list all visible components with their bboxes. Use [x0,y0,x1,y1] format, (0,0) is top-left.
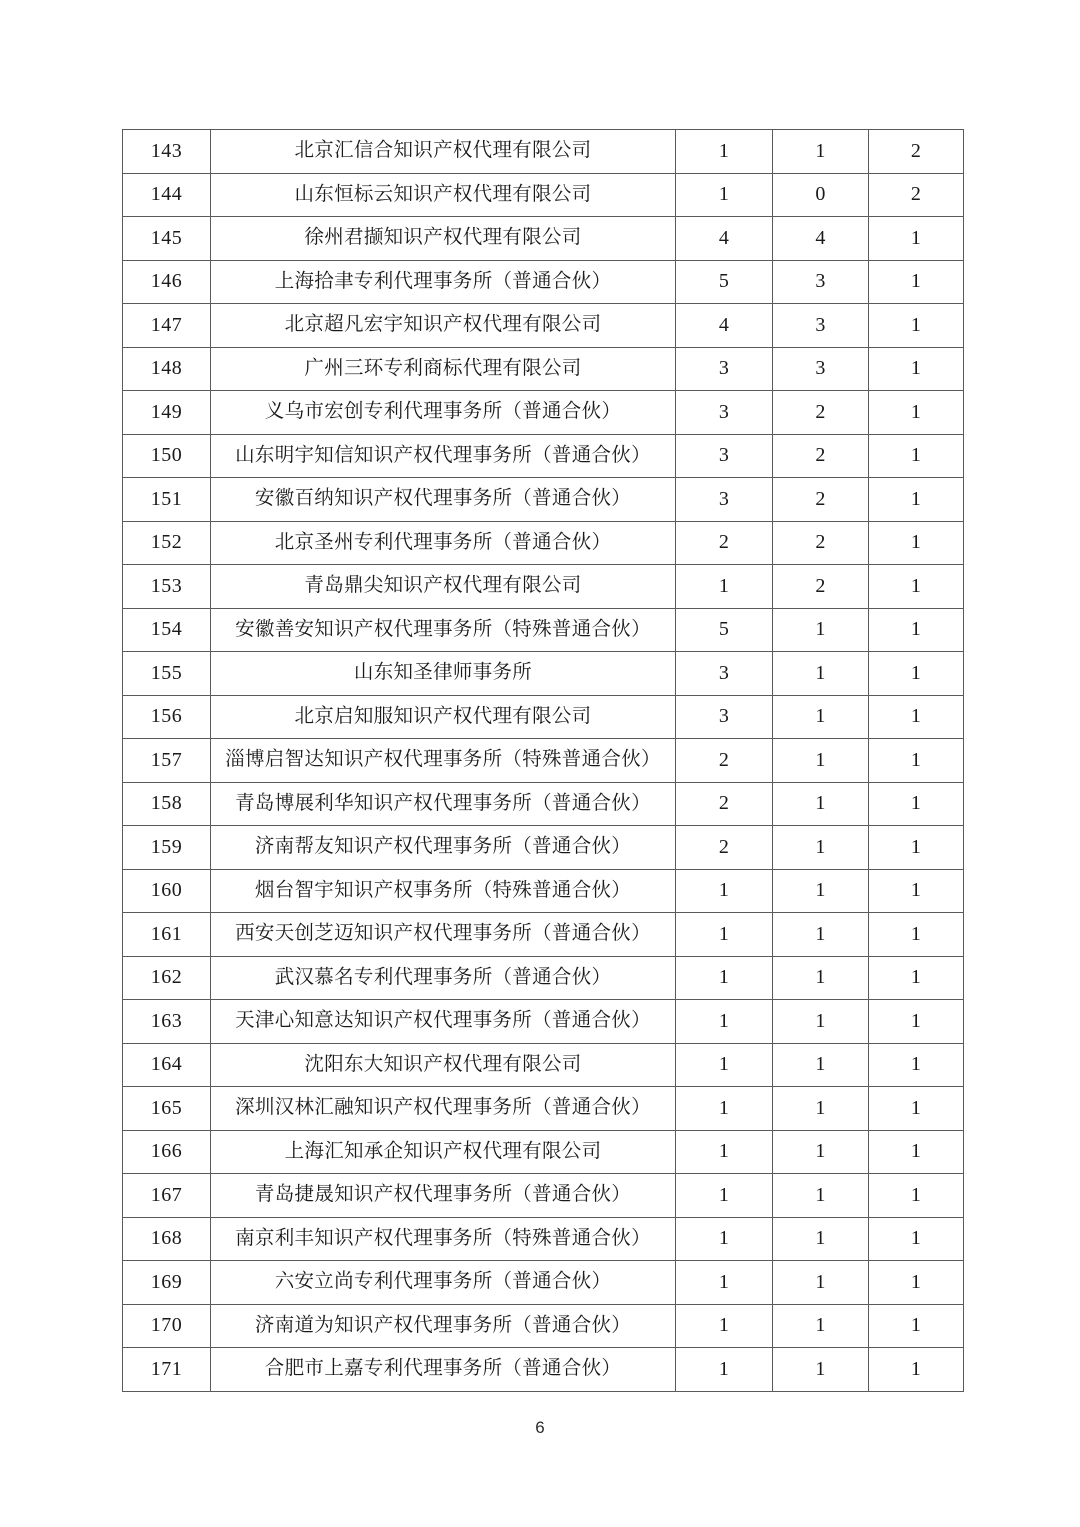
value-3-cell: 1 [869,608,964,652]
value-3-cell: 1 [869,1348,964,1392]
agency-name-cell: 济南道为知识产权代理事务所（普通合伙） [211,1304,676,1348]
table-row [123,173,964,217]
agency-name-cell: 义乌市宏创专利代理事务所（普通合伙） [211,391,676,435]
value-2-cell: 1 [773,130,869,174]
value-1-cell: 2 [676,521,773,565]
table-row [123,652,964,696]
rank-cell: 165 [123,1087,211,1131]
value-1-cell: 4 [676,304,773,348]
value-1-cell: 1 [676,1217,773,1261]
value-2-cell: 2 [773,521,869,565]
rank-cell: 160 [123,869,211,913]
rank-cell: 163 [123,1000,211,1044]
value-1-cell: 3 [676,695,773,739]
rank-cell: 147 [123,304,211,348]
table-row [123,956,964,1000]
table-row [123,913,964,957]
rank-cell: 151 [123,478,211,522]
value-2-cell: 1 [773,695,869,739]
value-3-cell: 1 [869,782,964,826]
table-row [123,1043,964,1087]
agency-name-cell: 青岛鼎尖知识产权代理有限公司 [211,565,676,609]
agency-name-cell: 青岛捷晟知识产权代理事务所（普通合伙） [211,1174,676,1218]
value-2-cell: 1 [773,1043,869,1087]
rank-cell: 164 [123,1043,211,1087]
agency-name-cell: 徐州君撷知识产权代理有限公司 [211,217,676,261]
value-1-cell: 1 [676,869,773,913]
table-row [123,521,964,565]
value-3-cell: 1 [869,695,964,739]
value-3-cell: 1 [869,739,964,783]
value-2-cell: 1 [773,826,869,870]
value-1-cell: 1 [676,1304,773,1348]
agency-name-cell: 山东知圣律师事务所 [211,652,676,696]
rank-cell: 156 [123,695,211,739]
page-number: 6 [535,1418,545,1437]
table-body [123,130,964,1392]
agency-name-cell: 天津心知意达知识产权代理事务所（普通合伙） [211,1000,676,1044]
value-1-cell: 1 [676,1000,773,1044]
value-3-cell: 1 [869,1304,964,1348]
value-2-cell: 1 [773,1304,869,1348]
agency-name-cell: 广州三环专利商标代理有限公司 [211,347,676,391]
value-2-cell: 1 [773,913,869,957]
agency-name-cell: 沈阳东大知识产权代理有限公司 [211,1043,676,1087]
table-row [123,1217,964,1261]
rank-cell: 171 [123,1348,211,1392]
value-3-cell: 1 [869,434,964,478]
agency-name-cell: 北京超凡宏宇知识产权代理有限公司 [211,304,676,348]
table-row [123,1130,964,1174]
value-2-cell: 1 [773,782,869,826]
agency-name-cell: 山东明宇知信知识产权代理事务所（普通合伙） [211,434,676,478]
value-1-cell: 1 [676,1261,773,1305]
table-row [123,130,964,174]
value-1-cell: 3 [676,391,773,435]
value-1-cell: 1 [676,956,773,1000]
value-3-cell: 1 [869,1130,964,1174]
value-1-cell: 1 [676,1130,773,1174]
value-2-cell: 1 [773,1348,869,1392]
rank-cell: 155 [123,652,211,696]
value-3-cell: 1 [869,1174,964,1218]
agency-ranking-table-container [122,129,963,1392]
value-1-cell: 5 [676,260,773,304]
value-2-cell: 1 [773,608,869,652]
value-3-cell: 1 [869,304,964,348]
value-1-cell: 2 [676,739,773,783]
value-2-cell: 1 [773,956,869,1000]
value-2-cell: 1 [773,652,869,696]
value-2-cell: 1 [773,739,869,783]
value-3-cell: 1 [869,347,964,391]
value-3-cell: 1 [869,826,964,870]
value-1-cell: 4 [676,217,773,261]
table-row [123,391,964,435]
agency-name-cell: 西安天创芝迈知识产权代理事务所（普通合伙） [211,913,676,957]
table-row [123,1348,964,1392]
value-3-cell: 1 [869,1043,964,1087]
value-2-cell: 1 [773,1261,869,1305]
agency-ranking-table [122,129,964,1392]
rank-cell: 144 [123,173,211,217]
agency-name-cell: 淄博启智达知识产权代理事务所（特殊普通合伙） [211,739,676,783]
agency-name-cell: 安徽善安知识产权代理事务所（特殊普通合伙） [211,608,676,652]
value-1-cell: 1 [676,1043,773,1087]
value-1-cell: 3 [676,434,773,478]
value-2-cell: 2 [773,565,869,609]
rank-cell: 154 [123,608,211,652]
agency-name-cell: 北京启知服知识产权代理有限公司 [211,695,676,739]
value-3-cell: 1 [869,260,964,304]
agency-name-cell: 上海拾聿专利代理事务所（普通合伙） [211,260,676,304]
value-3-cell: 1 [869,913,964,957]
value-3-cell: 1 [869,217,964,261]
value-3-cell: 1 [869,565,964,609]
agency-name-cell: 南京利丰知识产权代理事务所（特殊普通合伙） [211,1217,676,1261]
value-1-cell: 1 [676,1087,773,1131]
value-2-cell: 2 [773,434,869,478]
rank-cell: 146 [123,260,211,304]
agency-name-cell: 六安立尚专利代理事务所（普通合伙） [211,1261,676,1305]
value-3-cell: 1 [869,869,964,913]
value-1-cell: 2 [676,782,773,826]
value-1-cell: 3 [676,347,773,391]
rank-cell: 162 [123,956,211,1000]
value-1-cell: 5 [676,608,773,652]
value-3-cell: 1 [869,652,964,696]
value-2-cell: 2 [773,391,869,435]
value-1-cell: 1 [676,565,773,609]
value-3-cell: 1 [869,1000,964,1044]
rank-cell: 169 [123,1261,211,1305]
value-3-cell: 2 [869,173,964,217]
rank-cell: 153 [123,565,211,609]
rank-cell: 161 [123,913,211,957]
value-2-cell: 2 [773,478,869,522]
rank-cell: 150 [123,434,211,478]
value-1-cell: 3 [676,652,773,696]
table-row [123,304,964,348]
table-row [123,695,964,739]
value-2-cell: 4 [773,217,869,261]
value-2-cell: 1 [773,1087,869,1131]
rank-cell: 149 [123,391,211,435]
table-row [123,1174,964,1218]
value-3-cell: 1 [869,521,964,565]
agency-name-cell: 山东恒标云知识产权代理有限公司 [211,173,676,217]
rank-cell: 166 [123,1130,211,1174]
table-row [123,434,964,478]
value-2-cell: 1 [773,1217,869,1261]
table-row [123,1000,964,1044]
table-row [123,1087,964,1131]
value-1-cell: 3 [676,478,773,522]
value-3-cell: 1 [869,956,964,1000]
table-row [123,826,964,870]
value-2-cell: 0 [773,173,869,217]
value-2-cell: 1 [773,869,869,913]
value-3-cell: 1 [869,1087,964,1131]
agency-name-cell: 上海汇知承企知识产权代理有限公司 [211,1130,676,1174]
value-2-cell: 3 [773,260,869,304]
value-3-cell: 2 [869,130,964,174]
rank-cell: 170 [123,1304,211,1348]
value-2-cell: 1 [773,1000,869,1044]
value-3-cell: 1 [869,391,964,435]
rank-cell: 158 [123,782,211,826]
value-1-cell: 1 [676,913,773,957]
rank-cell: 152 [123,521,211,565]
table-row [123,565,964,609]
value-2-cell: 3 [773,304,869,348]
table-row [123,1261,964,1305]
table-row [123,782,964,826]
rank-cell: 167 [123,1174,211,1218]
agency-name-cell: 武汉慕名专利代理事务所（普通合伙） [211,956,676,1000]
value-1-cell: 2 [676,826,773,870]
value-3-cell: 1 [869,1261,964,1305]
value-3-cell: 1 [869,478,964,522]
agency-name-cell: 青岛博展利华知识产权代理事务所（普通合伙） [211,782,676,826]
value-1-cell: 1 [676,1348,773,1392]
rank-cell: 168 [123,1217,211,1261]
rank-cell: 159 [123,826,211,870]
rank-cell: 157 [123,739,211,783]
rank-cell: 143 [123,130,211,174]
value-1-cell: 1 [676,1174,773,1218]
value-2-cell: 1 [773,1174,869,1218]
rank-cell: 148 [123,347,211,391]
table-row [123,1304,964,1348]
value-2-cell: 3 [773,347,869,391]
rank-cell: 145 [123,217,211,261]
agency-name-cell: 济南帮友知识产权代理事务所（普通合伙） [211,826,676,870]
agency-name-cell: 烟台智宇知识产权事务所（特殊普通合伙） [211,869,676,913]
table-row [123,217,964,261]
value-3-cell: 1 [869,1217,964,1261]
table-row [123,478,964,522]
table-row [123,739,964,783]
value-2-cell: 1 [773,1130,869,1174]
agency-name-cell: 合肥市上嘉专利代理事务所（普通合伙） [211,1348,676,1392]
table-row [123,869,964,913]
agency-name-cell: 安徽百纳知识产权代理事务所（普通合伙） [211,478,676,522]
table-row [123,608,964,652]
agency-name-cell: 北京圣州专利代理事务所（普通合伙） [211,521,676,565]
agency-name-cell: 深圳汉林汇融知识产权代理事务所（普通合伙） [211,1087,676,1131]
table-row [123,260,964,304]
value-1-cell: 1 [676,130,773,174]
table-row [123,347,964,391]
agency-name-cell: 北京汇信合知识产权代理有限公司 [211,130,676,174]
value-1-cell: 1 [676,173,773,217]
